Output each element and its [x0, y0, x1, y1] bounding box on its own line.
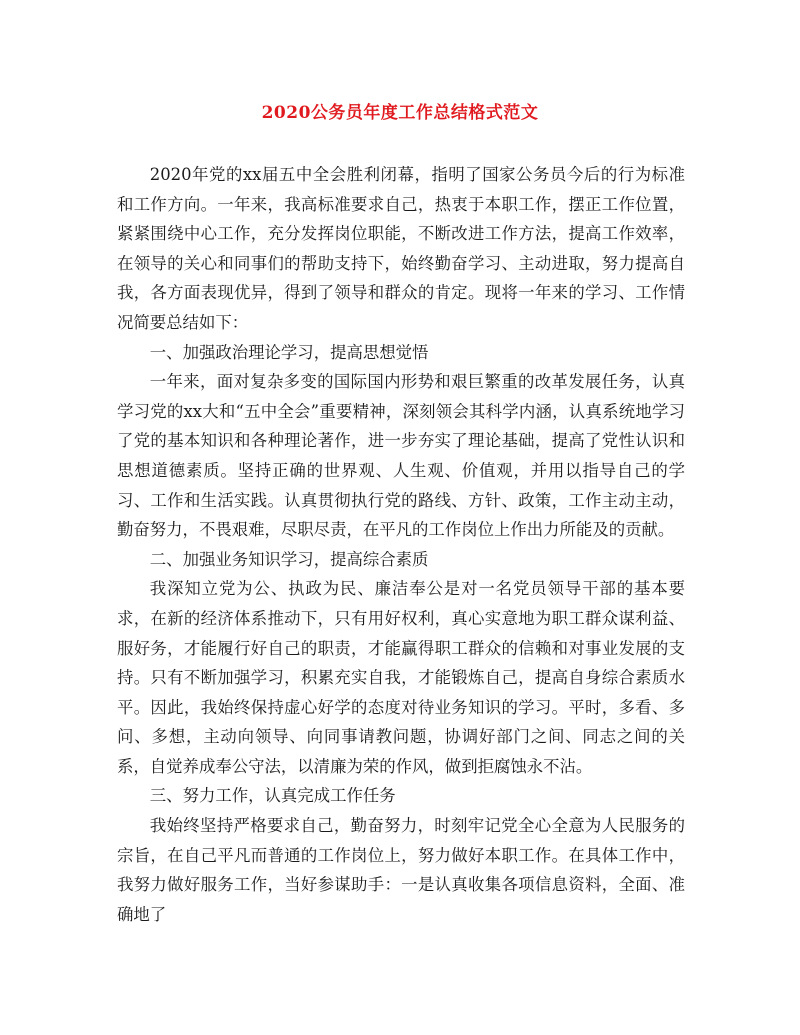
section-paragraph-3: 我始终坚持严格要求自己，勤奋努力，时刻牢记党全心全意为人民服务的宗旨，在自己平凡而普通的工作岗位上，努力做好本职工作。在具体工作中，我努力做好服务工作，当好参谋助手：一是认真收集各项信息资料，全面、准确地了 — [117, 816, 685, 924]
document-title: 2020公务员年度工作总结格式范文 — [261, 103, 539, 123]
section-heading-1: 一、加强政治理论学习，提高思想觉悟 — [149, 342, 429, 362]
section-paragraph-1: 一年来，面对复杂多变的国际国内形势和艰巨繁重的改革发展任务，认真学习党的xx大和“五中全会”重要精神，深刻领会其科学内涵，认真系统地学习了党的基本知识和各种理论著作，进一步夯实了理论基础，提高了党性认识和思想道德素质。坚持正确的世界观、人生观、价值观，并用以指导自己的学习、工作和生活实践。认真贯彻执行党的路线、方针、政策，工作主动主动，勤奋努力，不畏艰难，尽职尽责，在平凡的工作岗位上作出力所能及的贡献。 — [117, 372, 685, 540]
section-heading-3: 三、努力工作，认真完成工作任务 — [149, 786, 396, 806]
section-heading-2: 二、加强业务知识学习，提高综合素质 — [149, 549, 429, 569]
document-body — [117, 160, 685, 929]
intro-paragraph: 2020年党的xx届五中全会胜利闭幕，指明了国家公务员今后的行为标准和工作方向。一年来，我高标准要求自己，热衷于本职工作，摆正工作位置，紧紧围绕中心工作，充分发挥岗位职能，不断改进工作方法，提高工作效率，在领导的关心和同事们的帮助支持下，始终勤奋学习、主动进取，努力提高自我，各方面表现优异，得到了领导和群众的肯定。现将一年来的学习、工作情况简要总结如下： — [117, 165, 685, 332]
section-paragraph-2: 我深知立党为公、执政为民、廉洁奉公是对一名党员领导干部的基本要求，在新的经济体系推动下，只有用好权利，真心实意地为职工群众谋利益、服好务，才能履行好自己的职责，才能赢得职工群众的信赖和对事业发展的支持。只有不断加强学习，积累充实自我，才能锻炼自己，提高自身综合素质水平。因此，我始终保持虚心好学的态度对待业务知识的学习。平时，多看、多问、多想，主动向领导、向同事请教问题，协调好部门之间、同志之间的关系，自觉养成奉公守法，以清廉为荣的作风，做到拒腐蚀永不沾。 — [117, 579, 685, 776]
